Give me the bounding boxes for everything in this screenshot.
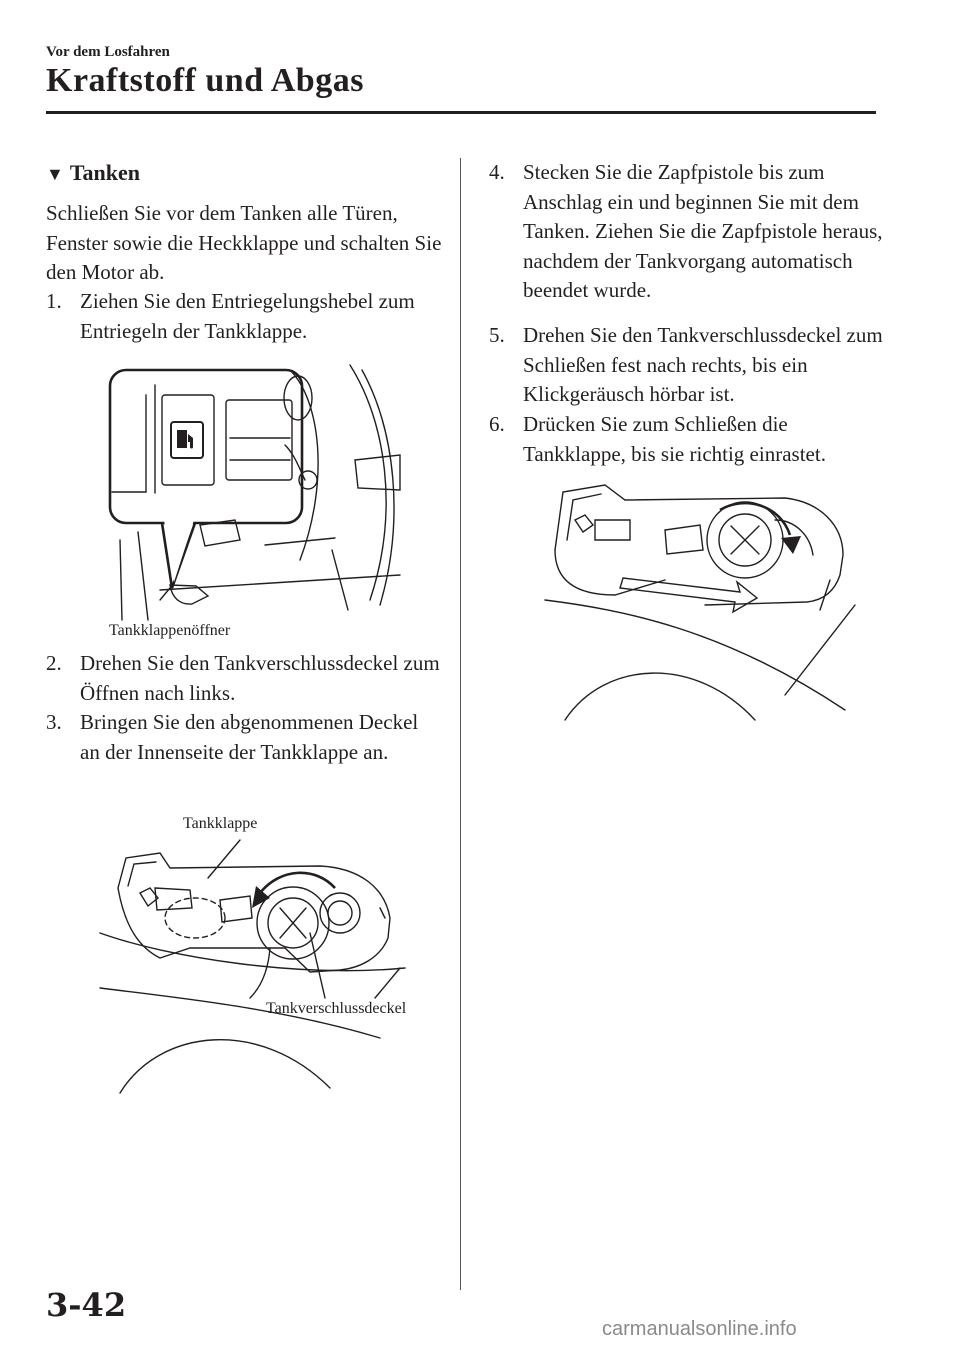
title-rule: [46, 111, 876, 114]
subheading-text: Tanken: [69, 160, 140, 185]
page-title: Kraftstoff und Abgas: [46, 62, 364, 99]
step-text: Ziehen Sie den Entriegelungshebel zum Entriegeln der Tankklappe.: [80, 289, 415, 343]
watermark: carmanualsonline.info: [602, 1318, 797, 1340]
step-text: Drücken Sie zum Schließen die Tankklappe, bis sie richtig einrastet.: [523, 412, 826, 466]
step-3: [46, 708, 441, 767]
step-2: [46, 649, 441, 708]
intro-paragraph: Schließen Sie vor dem Tanken alle Türen, Fenster sowie die Heckklappe und schalten Sie den Motor ab.: [46, 201, 442, 285]
triangle-marker-icon: ▼: [46, 164, 64, 184]
step-text: Stecken Sie die Zapfpistole bis zum Anschlag ein und beginnen Sie mit dem Tanken. Ziehen Sie die Zapfpistole heraus, nachdem der Tankvorgang automatisch beendet wurde.: [523, 160, 883, 303]
step-6: [489, 410, 884, 469]
section-name: Vor dem Losfahren: [46, 44, 170, 60]
step-text: Drehen Sie den Tankverschlussdeckel zum Öffnen nach links.: [80, 651, 440, 705]
subheading: [46, 160, 140, 186]
step-5: [489, 321, 884, 410]
fuel-door-opener-figure: [100, 360, 410, 650]
step-text: Drehen Sie den Tankverschlussdeckel zum Schließen fest nach rechts, bis ein Klickgeräusch hörbar ist.: [523, 323, 883, 407]
step-number: 2.: [46, 651, 62, 675]
label-tankklappe: Tankklappe: [183, 815, 258, 832]
step-text: Bringen Sie den abgenommenen Deckel an der Innenseite der Tankklappe an.: [80, 710, 419, 764]
step-number: 6.: [489, 412, 505, 436]
label-tankverschlussdeckel: Tankverschlussdeckel: [266, 1000, 407, 1017]
column-divider: [460, 158, 461, 1290]
step-1: [46, 287, 441, 346]
step-number: 5.: [489, 323, 505, 347]
page-number: 3-42: [46, 1286, 127, 1324]
step-number: 3.: [46, 710, 62, 734]
step-number: 4.: [489, 160, 505, 184]
label-tankklappenoeffner: Tankklappenöffner: [109, 622, 231, 639]
fuel-cap-closing-figure: [545, 480, 855, 725]
step-number: 1.: [46, 289, 62, 313]
step-4: [489, 158, 884, 306]
fuel-cap-attached-figure: [100, 838, 410, 1093]
